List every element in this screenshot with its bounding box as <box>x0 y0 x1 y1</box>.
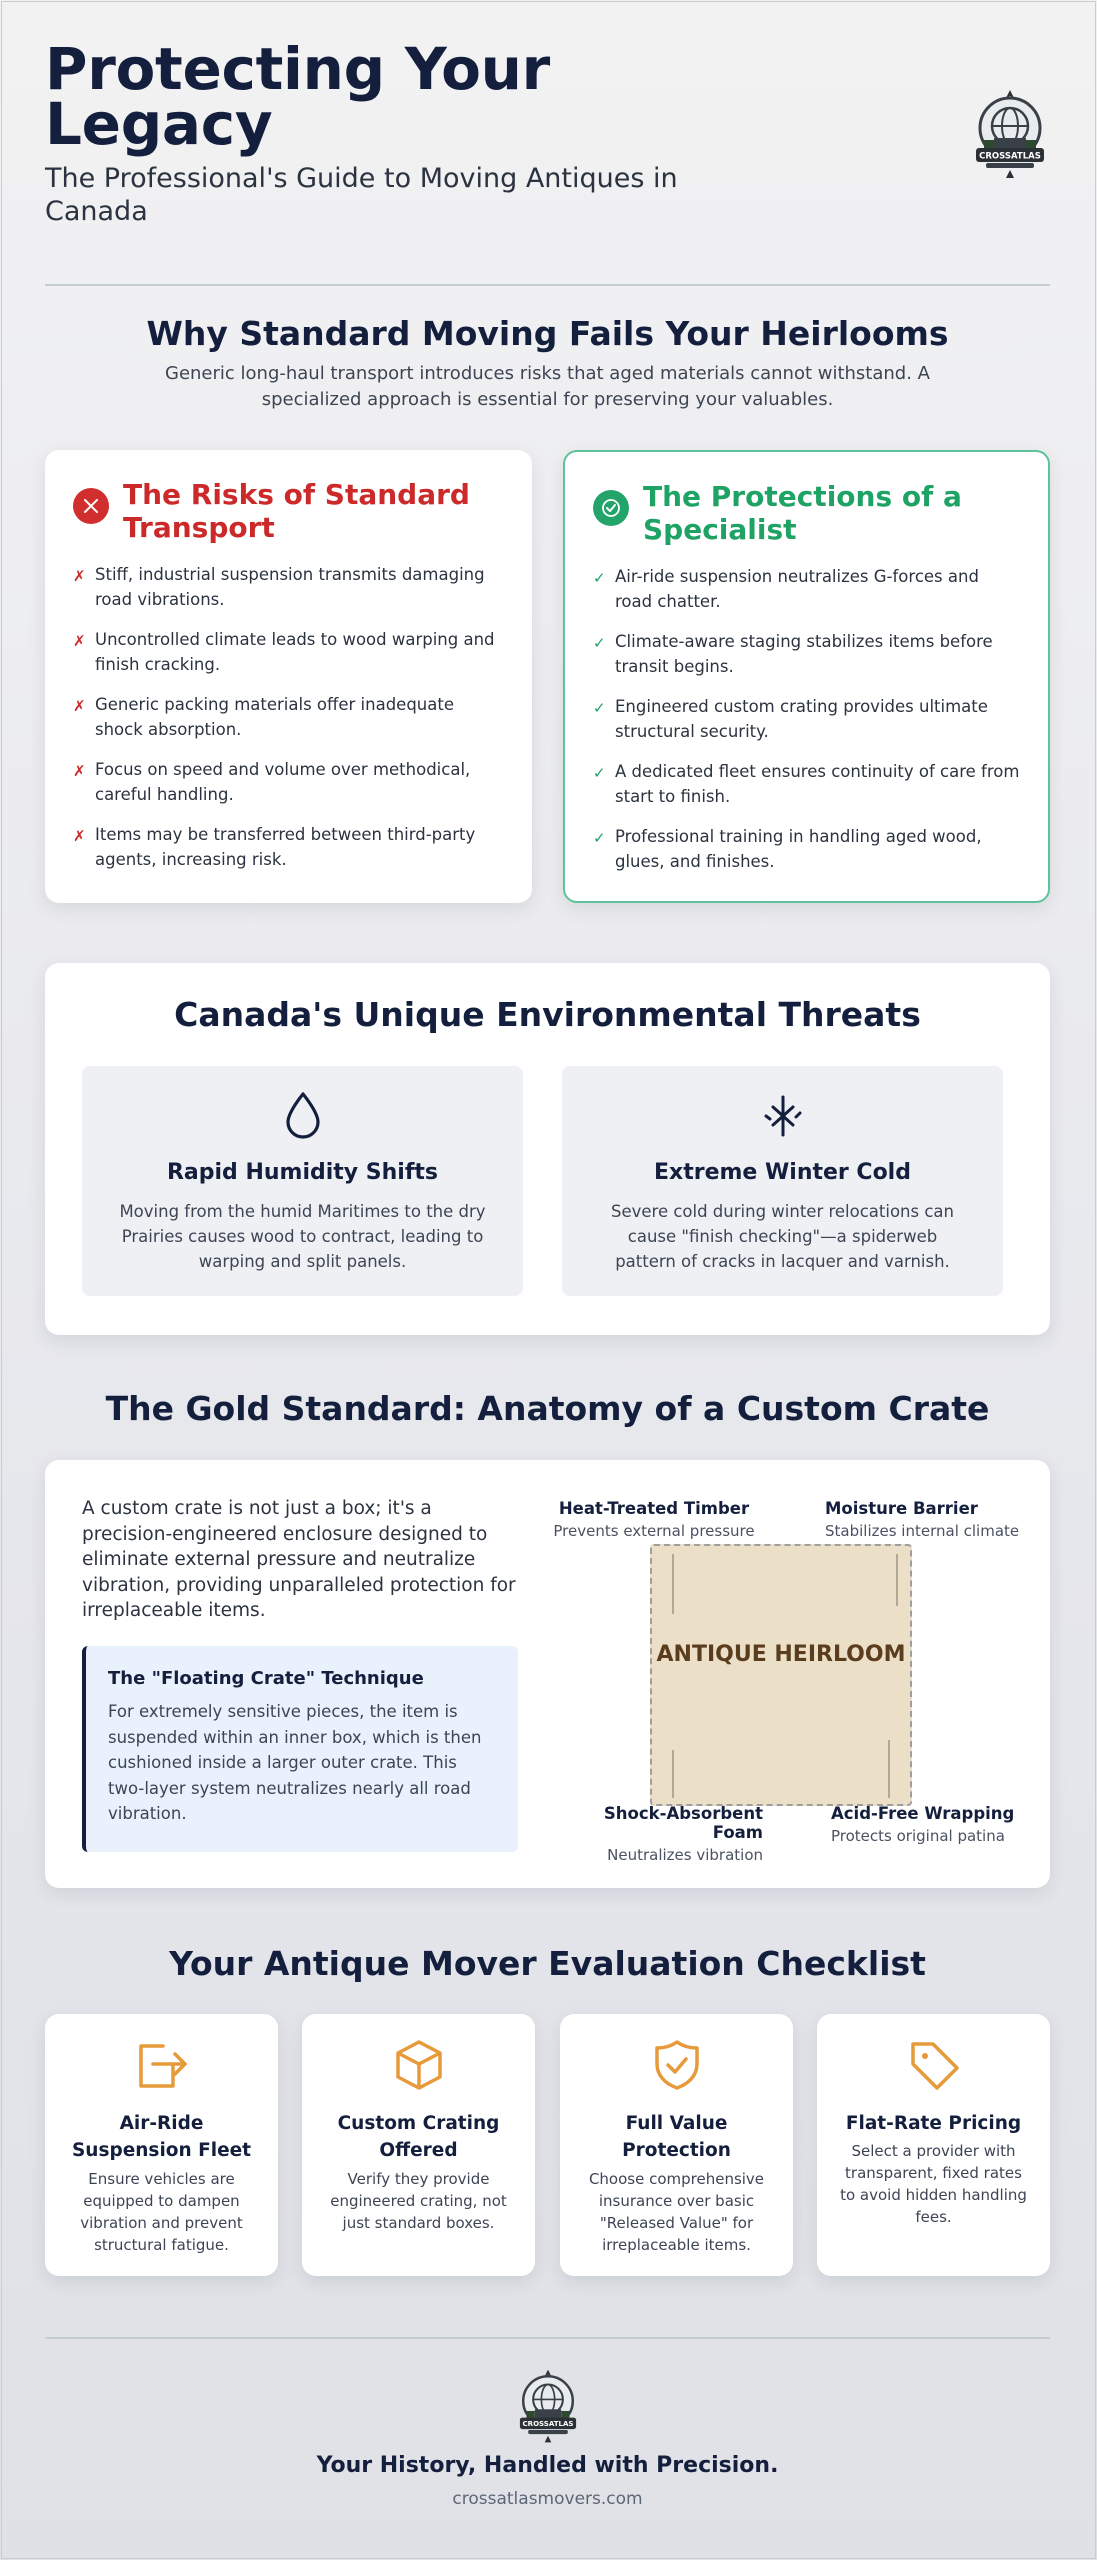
list-item: ✓ Engineered custom crating provides ultimate structural security. <box>593 694 1020 744</box>
threat-humidity <box>82 1066 523 1296</box>
timber-corner <box>672 1750 674 1798</box>
checklist-description: Ensure vehicles are equipped to dampen vibration and prevent structural fatigue. <box>80 2170 243 2254</box>
protections-card <box>563 450 1050 903</box>
threat-title: Rapid Humidity Shifts <box>166 1160 439 1185</box>
box-icon <box>390 2036 448 2094</box>
crate-diagram <box>650 1544 912 1806</box>
price-tag-icon <box>905 2036 963 2094</box>
checklist-description: Verify they provide engineered crating, not just standard boxes. <box>330 2170 507 2232</box>
cross-mark-icon: ✗ <box>73 697 86 715</box>
checklist-card-suspension <box>45 2014 278 2276</box>
x-circle-icon <box>73 488 109 524</box>
annotation-moisture: Moisture Barrier Stabilizes internal climate <box>825 1499 1020 1540</box>
threat-description: Severe cold during winter relocations can cause "finish checking"—a spiderweb pattern of cracks in lacquer and varnish. <box>610 1202 954 1271</box>
crossatlas-logo <box>970 88 1050 180</box>
risks-card <box>45 450 532 903</box>
crate-heading: The Gold Standard: Anatomy of a Custom Crate <box>105 1389 990 1428</box>
threat-cold <box>562 1066 1003 1296</box>
external-link-icon <box>133 2036 191 2094</box>
protections-title: The Protections of a Specialist <box>643 480 962 546</box>
check-mark-icon: ✓ <box>593 699 606 717</box>
threats-card <box>45 963 1050 1335</box>
floating-crate-callout <box>82 1646 518 1852</box>
check-mark-icon: ✓ <box>593 569 606 587</box>
page-subtitle: The Professional's Guide to Moving Antiques in Canada <box>45 163 678 227</box>
timber-corner <box>888 1740 890 1798</box>
list-item: ✗ Stiff, industrial suspension transmits damaging road vibrations. <box>73 562 504 612</box>
threat-description: Moving from the humid Maritimes to the dry Prairies causes wood to contract, leading to warping and split panels. <box>119 1202 486 1271</box>
checklist-title: Custom Crating Offered <box>337 2113 500 2161</box>
checklist-card-protection <box>560 2014 793 2276</box>
check-circle-icon <box>593 490 629 526</box>
checklist-title: Flat-Rate Pricing <box>845 2113 1022 2134</box>
snowflake-icon <box>756 1089 810 1143</box>
list-item: ✓ Climate-aware staging stabilizes items before transit begins. <box>593 629 1020 679</box>
footer-tagline: Your History, Handled with Precision. <box>316 2453 779 2478</box>
timber-corner <box>672 1554 674 1614</box>
threats-heading: Canada's Unique Environmental Threats <box>174 995 921 1034</box>
cross-mark-icon: ✗ <box>73 632 86 650</box>
list-item: ✗ Generic packing materials offer inadequate shock absorption. <box>73 692 504 742</box>
divider-bottom <box>45 2337 1050 2339</box>
crate-card <box>45 1460 1050 1888</box>
check-mark-icon: ✓ <box>593 634 606 652</box>
crate-center-label: ANTIQUE HEIRLOOM <box>656 1642 906 1667</box>
svg-text:CROSSATLAS: CROSSATLAS <box>522 2419 574 2429</box>
threat-title: Extreme Winter Cold <box>654 1160 911 1185</box>
crate-intro: A custom crate is not just a box; it's a precision-engineered enclosure designed to eliminate external pressure and neutralize vibration, providing unparalleled protection for irreplaceable items. <box>82 1498 516 1621</box>
callout-title: The "Floating Crate" Technique <box>108 1668 424 1689</box>
svg-text:CROSSATLAS: CROSSATLAS <box>979 151 1041 162</box>
list-item: ✗ Focus on speed and volume over methodical, careful handling. <box>73 757 504 807</box>
protections-list <box>593 564 1020 874</box>
divider-top <box>45 284 1050 286</box>
annotation-foam: Shock-Absorbent Foam Neutralizes vibration <box>603 1804 763 1864</box>
checklist-description: Choose comprehensive insurance over basic "Released Value" for irreplaceable items. <box>588 2170 765 2254</box>
page-title: Protecting Your Legacy <box>45 35 550 158</box>
annotation-timber: Heat-Treated Timber Prevents external pressure <box>553 1499 755 1540</box>
check-mark-icon: ✓ <box>593 829 606 847</box>
checklist-heading: Your Antique Mover Evaluation Checklist <box>169 1944 926 1983</box>
checklist-card-pricing <box>817 2014 1050 2276</box>
list-item: ✓ Air-ride suspension neutralizes G-forces and road chatter. <box>593 564 1020 614</box>
why-heading: Why Standard Moving Fails Your Heirlooms <box>146 314 949 353</box>
risks-title: The Risks of Standard Transport <box>123 478 470 544</box>
list-item: ✗ Uncontrolled climate leads to wood warping and finish cracking. <box>73 627 504 677</box>
list-item: ✗ Items may be transferred between third-party agents, increasing risk. <box>73 822 504 872</box>
annotation-wrapping: Acid-Free Wrapping Protects original patina <box>831 1804 1015 1845</box>
timber-corner <box>896 1554 898 1606</box>
checklist-title: Air-Ride Suspension Fleet <box>71 2113 252 2161</box>
footer-url[interactable]: crossatlasmovers.com <box>452 2489 643 2509</box>
checklist-description: Select a provider with transparent, fixed rates to avoid hidden handling fees. <box>840 2142 1027 2226</box>
crossatlas-logo <box>514 2368 582 2444</box>
risks-list <box>73 562 504 872</box>
check-mark-icon: ✓ <box>593 764 606 782</box>
callout-description: For extremely sensitive pieces, the item is suspended within an inner box, which is then cushioned inside a larger outer crate. This two-layer system neutralizes nearly all road vibration. <box>108 1702 482 1823</box>
cross-mark-icon: ✗ <box>73 762 86 780</box>
list-item: ✓ Professional training in handling aged wood, glues, and finishes. <box>593 824 1020 874</box>
checklist-card-crating <box>302 2014 535 2276</box>
water-drop-icon <box>276 1089 330 1143</box>
cross-mark-icon: ✗ <box>73 827 86 845</box>
list-item: ✓ A dedicated fleet ensures continuity of care from start to finish. <box>593 759 1020 809</box>
header <box>45 35 1050 232</box>
checklist-title: Full Value Protection <box>622 2113 731 2161</box>
shield-check-icon <box>648 2036 706 2094</box>
why-description: Generic long-haul transport introduces risks that aged materials cannot withstand. A specialized approach is essential for preserving your valuables. <box>165 363 930 410</box>
cross-mark-icon: ✗ <box>73 567 86 585</box>
